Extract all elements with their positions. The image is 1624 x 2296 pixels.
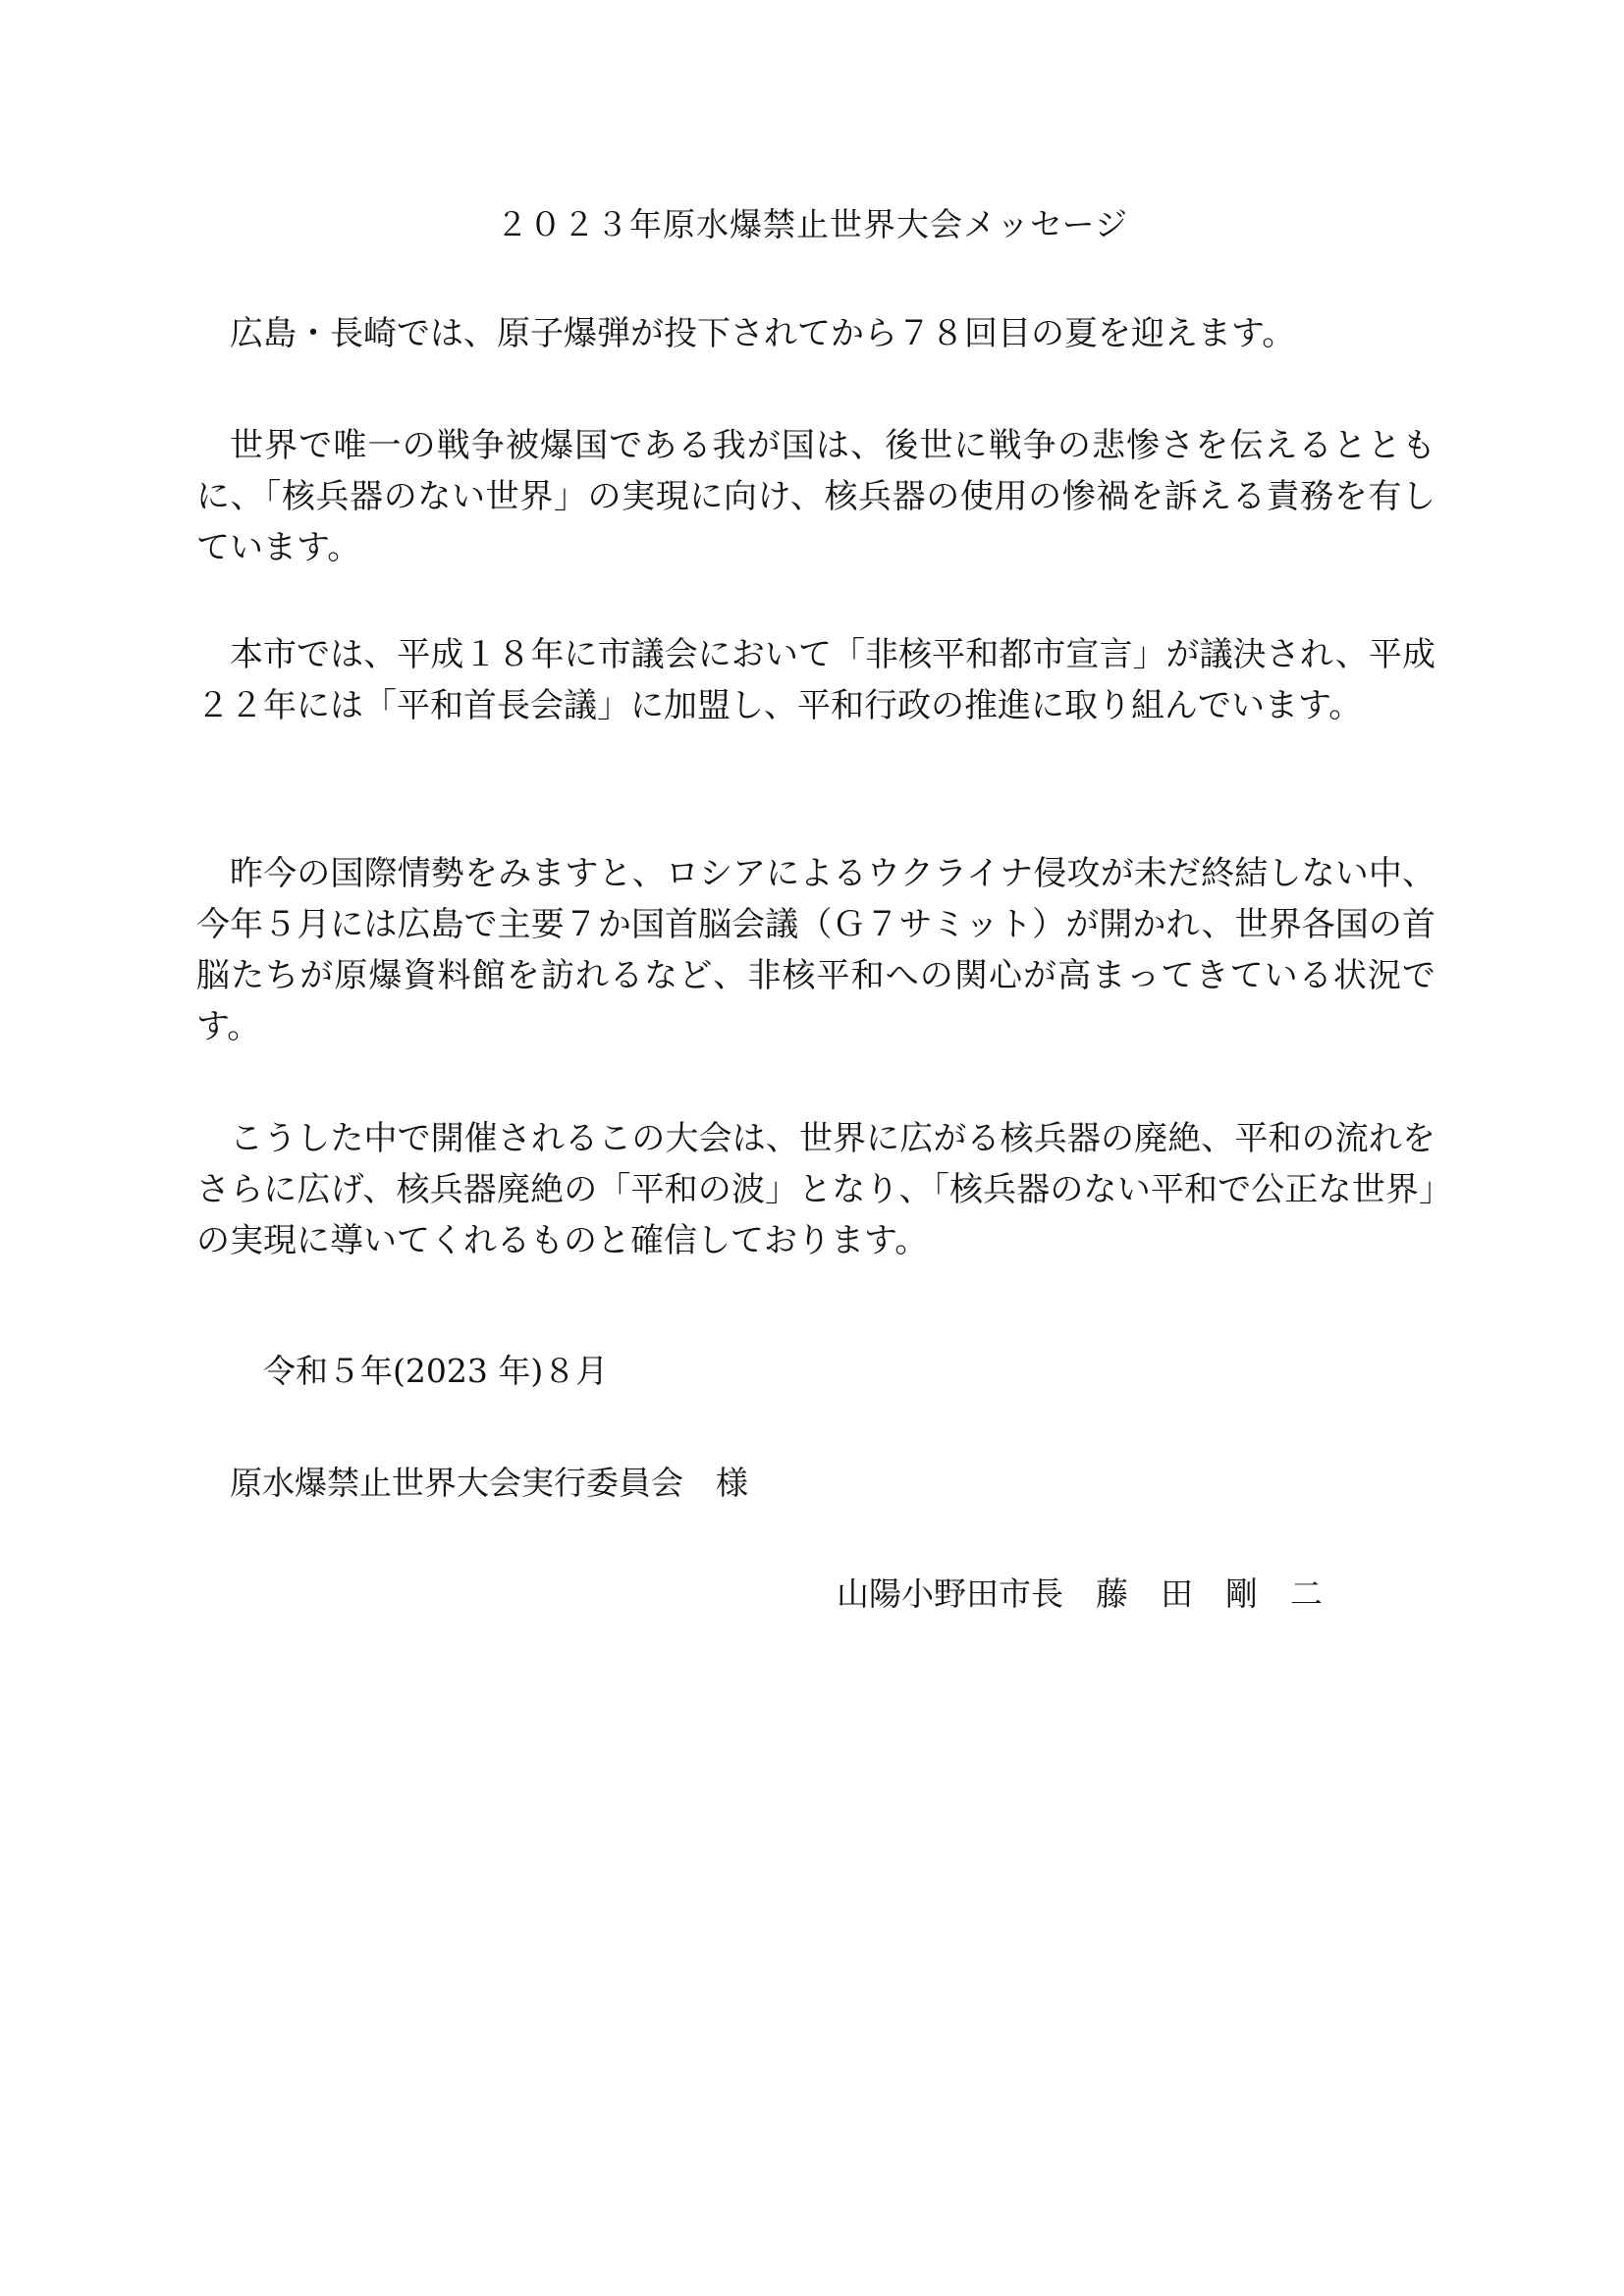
document-title: ２０２３年原水爆禁止世界大会メッセージ	[495, 205, 1129, 243]
paragraph-3: 本市では、平成１８年に市議会において「非核平和都市宣言」が議決され、平成２２年には「平和首長会議」に加盟し、平和行政の推進に取り組んでいます。	[196, 635, 1435, 725]
signature: 山陽小野田市長 藤 田 剛 二	[837, 1575, 1323, 1613]
paragraph-4: 昨今の国際情勢をみますと、ロシアによるウクライナ侵攻が未だ終結しない中、今年５月には広島で主要７か国首脳会議（Ｇ７サミット）が開かれ、世界各国の首脳たちが原爆資料館を訪れるなど、非核平和への関心が高まってきている状況です。	[196, 854, 1435, 1046]
document-date: 令和５年(2023 年)８月	[263, 1352, 609, 1390]
paragraph-5: こうした中で開催されるこの大会は、世界に広がる核兵器の廃絶、平和の流れをさらに広げ、核兵器廃絶の「平和の波」となり、「核兵器のない平和で公正な世界」の実現に導いてくれるものと確信しております。	[196, 1119, 1435, 1260]
addressee: 原水爆禁止世界大会実行委員会 様	[230, 1464, 748, 1502]
paragraph-2: 世界で唯一の戦争被爆国である我が国は、後世に戦争の悲惨さを伝えるとともに、「核兵器のない世界」の実現に向け、核兵器の使用の惨禍を訴える責務を有しています。	[196, 426, 1435, 567]
paragraph-1: 広島・長崎では、原子爆弾が投下されてから７８回目の夏を迎えます。	[230, 314, 1296, 353]
